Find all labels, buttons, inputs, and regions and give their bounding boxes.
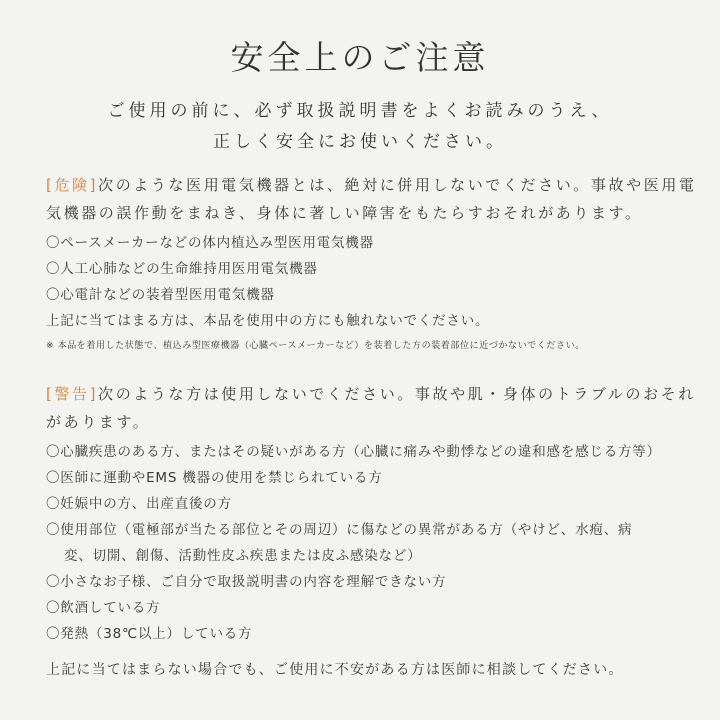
list-item: 〇人工心肺などの生命維持用医用電気機器 <box>46 261 318 277</box>
danger-lead-line-1: 次のような医用電気機器とは、絶対に併用しないでください。事故や医用電 <box>98 176 697 194</box>
warning-list <box>46 439 696 647</box>
danger-lead <box>46 171 696 227</box>
danger-list <box>46 230 696 308</box>
warning-lead-line-2: があります。 <box>46 413 151 431</box>
warning-section <box>46 380 696 647</box>
intro-line-1: ご使用の前に、必ず取扱説明書をよくお読みのうえ、 <box>107 101 613 121</box>
warning-tag: [警告] <box>46 385 99 403</box>
list-item: 〇飲酒している方 <box>46 600 161 616</box>
danger-footnote: ※ 本品を着用した状態で、植込み型医療機器（心臓ペースメーカーなど）を装着した方の装着部位に近づかないでください。 <box>46 341 585 351</box>
danger-tag: [危険] <box>46 176 99 194</box>
intro-line-2: 正しく安全にお使いください。 <box>213 132 507 152</box>
list-item: 〇発熱（38℃以上）している方 <box>46 626 253 642</box>
page-title: 安全上のご注意 <box>230 38 490 77</box>
final-note: 上記に当てはまらない場合でも、ご使用に不安がある方は医師に相談してください。 <box>46 662 624 678</box>
danger-after-note: 上記に当てはまる方は、本品を使用中の方にも触れないでください。 <box>46 313 490 329</box>
intro-text <box>0 96 720 158</box>
list-item: 〇医師に運動やEMS 機器の使用を禁じられている方 <box>46 470 383 486</box>
list-item: 〇使用部位（電極部が当たる部位とその周辺）に傷などの異常がある方（やけど、水疱、病 <box>46 522 633 538</box>
list-item: 〇心臓疾患のある方、またはその疑いがある方（心臓に痛みや動悸などの違和感を感じる方等） <box>46 444 661 460</box>
list-item: 〇妊娠中の方、出産直後の方 <box>46 496 232 512</box>
danger-section <box>46 171 696 355</box>
danger-lead-line-2: 気機器の誤作動をまねき、身体に著しい障害をもたらすおそれがあります。 <box>46 204 643 222</box>
list-item: 〇小さなお子様、ご自分で取扱説明書の内容を理解できない方 <box>46 574 447 590</box>
warning-lead <box>46 380 696 436</box>
list-item-continuation: 変、切開、創傷、活動性皮ふ疾患または皮ふ感染など） <box>64 548 422 564</box>
list-item: 〇心電計などの装着型医用電気機器 <box>46 287 275 303</box>
warning-lead-line-1: 次のような方は使用しないでください。事故や肌・身体のトラブルのおそれ <box>98 385 696 403</box>
list-item: 〇ペースメーカーなどの体内植込み型医用電気機器 <box>46 235 374 251</box>
